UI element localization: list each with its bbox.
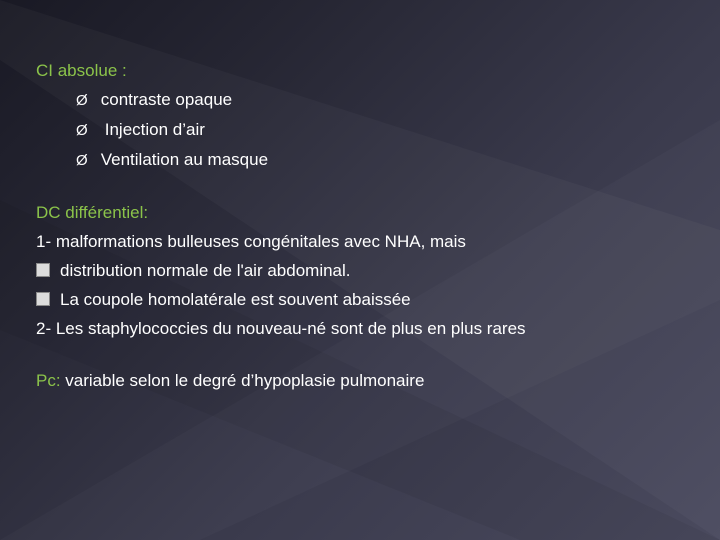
ci-item <box>36 85 686 115</box>
arrow-bullet-icon: Ø <box>76 92 88 109</box>
dc-bullet <box>36 285 686 314</box>
ci-item-text: Ventilation au masque <box>100 150 269 169</box>
dc-line-1: 1- malformations bulleuses congénitales avec NHA, mais <box>36 232 466 251</box>
ci-item-text: contraste opaque <box>100 90 233 109</box>
arrow-bullet-icon: Ø <box>76 152 88 169</box>
square-bullet-icon <box>36 292 50 306</box>
slide-content <box>36 56 686 395</box>
pc-line <box>36 366 686 395</box>
arrow-bullet-icon: Ø <box>76 122 88 139</box>
pc-text: variable selon le degré d’hypoplasie pulmonaire <box>60 371 425 390</box>
ci-item-text: Injection d’air <box>104 120 205 139</box>
square-bullet-icon <box>36 263 50 277</box>
dc-line-2: 2- Les staphylococcies du nouveau-né sont de plus en plus rares <box>36 319 526 338</box>
pc-label: Pc: <box>36 371 61 390</box>
ci-item <box>36 115 686 145</box>
ci-item <box>36 145 686 175</box>
spacer <box>36 343 686 366</box>
dc-bullet-text: distribution normale de l'air abdominal. <box>60 261 351 280</box>
dc-bullet-text: La coupole homolatérale est souvent abaissée <box>60 290 411 309</box>
dc-heading: DC différentiel: <box>36 203 149 222</box>
spacer <box>36 175 686 198</box>
dc-bullet <box>36 256 686 285</box>
ci-heading: CI absolue : <box>36 61 127 80</box>
